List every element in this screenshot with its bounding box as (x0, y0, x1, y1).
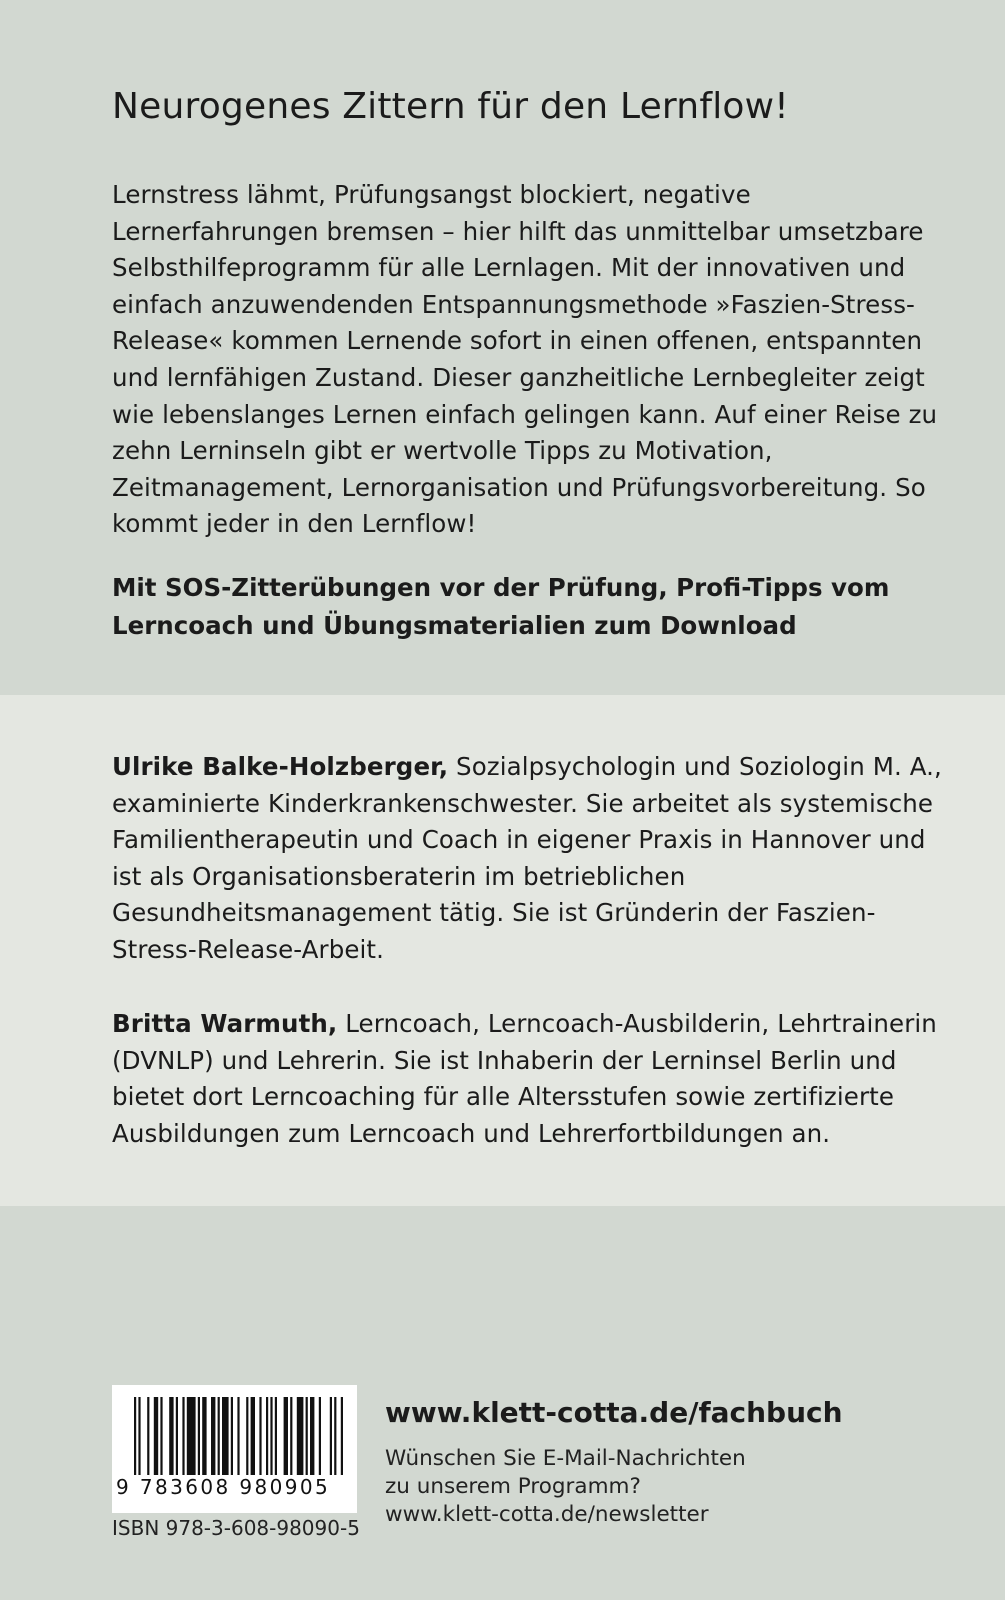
barcode-bar (246, 1397, 248, 1475)
barcode-bar (211, 1397, 215, 1475)
newsletter-line-1: Wünschen Sie E-Mail-Nachrichten (385, 1446, 746, 1471)
barcode-bar (237, 1397, 239, 1475)
barcode-bars (112, 1385, 357, 1477)
author-bio-text-1: Sozialpsychologin und Soziologin M. A., examinierte Kinderkrankenschwester. Sie arbeitet als systemische Familientherapeutin und Coach in eigener Praxis in Hannover und ist als Organisationsberaterin im betrieblichen Gesundheitsmanagement tätig. Sie ist Gründerin der Faszien-Stress-Release-Arbeit. (112, 752, 942, 964)
author-bio-1 (112, 749, 952, 969)
isbn: ISBN 978-3-608-98090-5 (112, 1516, 360, 1540)
barcode-bar (176, 1397, 178, 1475)
barcode-bar (275, 1397, 277, 1475)
barcode-bar (341, 1397, 343, 1475)
newsletter-url[interactable]: www.klett-cotta.de/newsletter (385, 1502, 709, 1527)
barcode-bar (147, 1397, 149, 1475)
barcode-bar (284, 1397, 288, 1475)
barcode-bar (270, 1397, 272, 1475)
barcode-bar (319, 1397, 321, 1475)
barcode-bar (138, 1397, 140, 1475)
barcode-bar (290, 1397, 292, 1475)
barcode-bar (297, 1397, 304, 1475)
blurb-text: Lernstress lähmt, Prüfungsangst blockiert, negative Lernerfahrungen bremsen – hier hilft das unmittelbar umsetzbare Selbsthilfeprogramm für alle Lernlagen. Mit der innovativen und einfach anzuwendenden Entspannungsmethode »Faszien-Stress-Release« kommen Lernende sofort in einen offenen, entspannten und lernfähigen Zustand. Dieser ganzheitliche Lernbegleiter zeigt wie lebenslanges Lernen einfach gelingen kann. Auf einer Reise zu zehn Lerninseln gibt er wertvolle Tipps zu Motivation, Zeitmanagement, Lernorganisation und Prüfungsvorbereitung. So kommt jeder in den Lernflow! (112, 180, 938, 539)
newsletter-line-2: zu unserem Programm? (385, 1474, 641, 1499)
author-name-2: Britta Warmuth, (112, 1009, 338, 1038)
author-bio-2 (112, 1006, 952, 1152)
barcode-bar (202, 1397, 206, 1475)
barcode-bar (160, 1397, 162, 1475)
author-bio-text-2: Lerncoach, Lerncoach-Ausbilderin, Lehrtrainerin (DVNLP) und Lehrerin. Sie ist Inhaberin der Lerninsel Berlin und bietet dort Lerncoaching für alle Altersstufen sowie zertifizierte Ausbildungen zum Lerncoach und Lehrerfortbildungen an. (112, 1009, 937, 1148)
barcode-bar (198, 1397, 200, 1475)
blurb-highlight: Mit SOS-Zitterübungen vor der Prüfung, Profi-Tipps vom Lerncoach und Übungsmaterialien zum Download (112, 573, 890, 640)
barcode-bar (182, 1397, 184, 1475)
publisher-website[interactable]: www.klett-cotta.de/fachbuch (385, 1396, 843, 1429)
barcode-bar (334, 1397, 336, 1475)
barcode (112, 1385, 357, 1513)
barcode-bar (154, 1397, 158, 1475)
barcode-bar (330, 1397, 332, 1475)
barcode-bar (222, 1397, 229, 1475)
barcode-bar (251, 1397, 255, 1475)
barcode-bar (306, 1397, 308, 1475)
barcode-bar (187, 1397, 196, 1475)
newsletter-info (385, 1445, 985, 1529)
author-name-1: Ulrike Balke-Holzberger, (112, 752, 449, 781)
barcode-bar (259, 1397, 261, 1475)
barcode-bar (218, 1397, 220, 1475)
barcode-bar (266, 1397, 268, 1475)
barcode-bar (134, 1397, 136, 1475)
headline: Neurogenes Zittern für den Lernflow! (112, 86, 789, 127)
barcode-bar (310, 1397, 314, 1475)
barcode-bar (231, 1397, 233, 1475)
barcode-bar (169, 1397, 173, 1475)
barcode-digits: 9 783608 980905 (116, 1475, 331, 1499)
